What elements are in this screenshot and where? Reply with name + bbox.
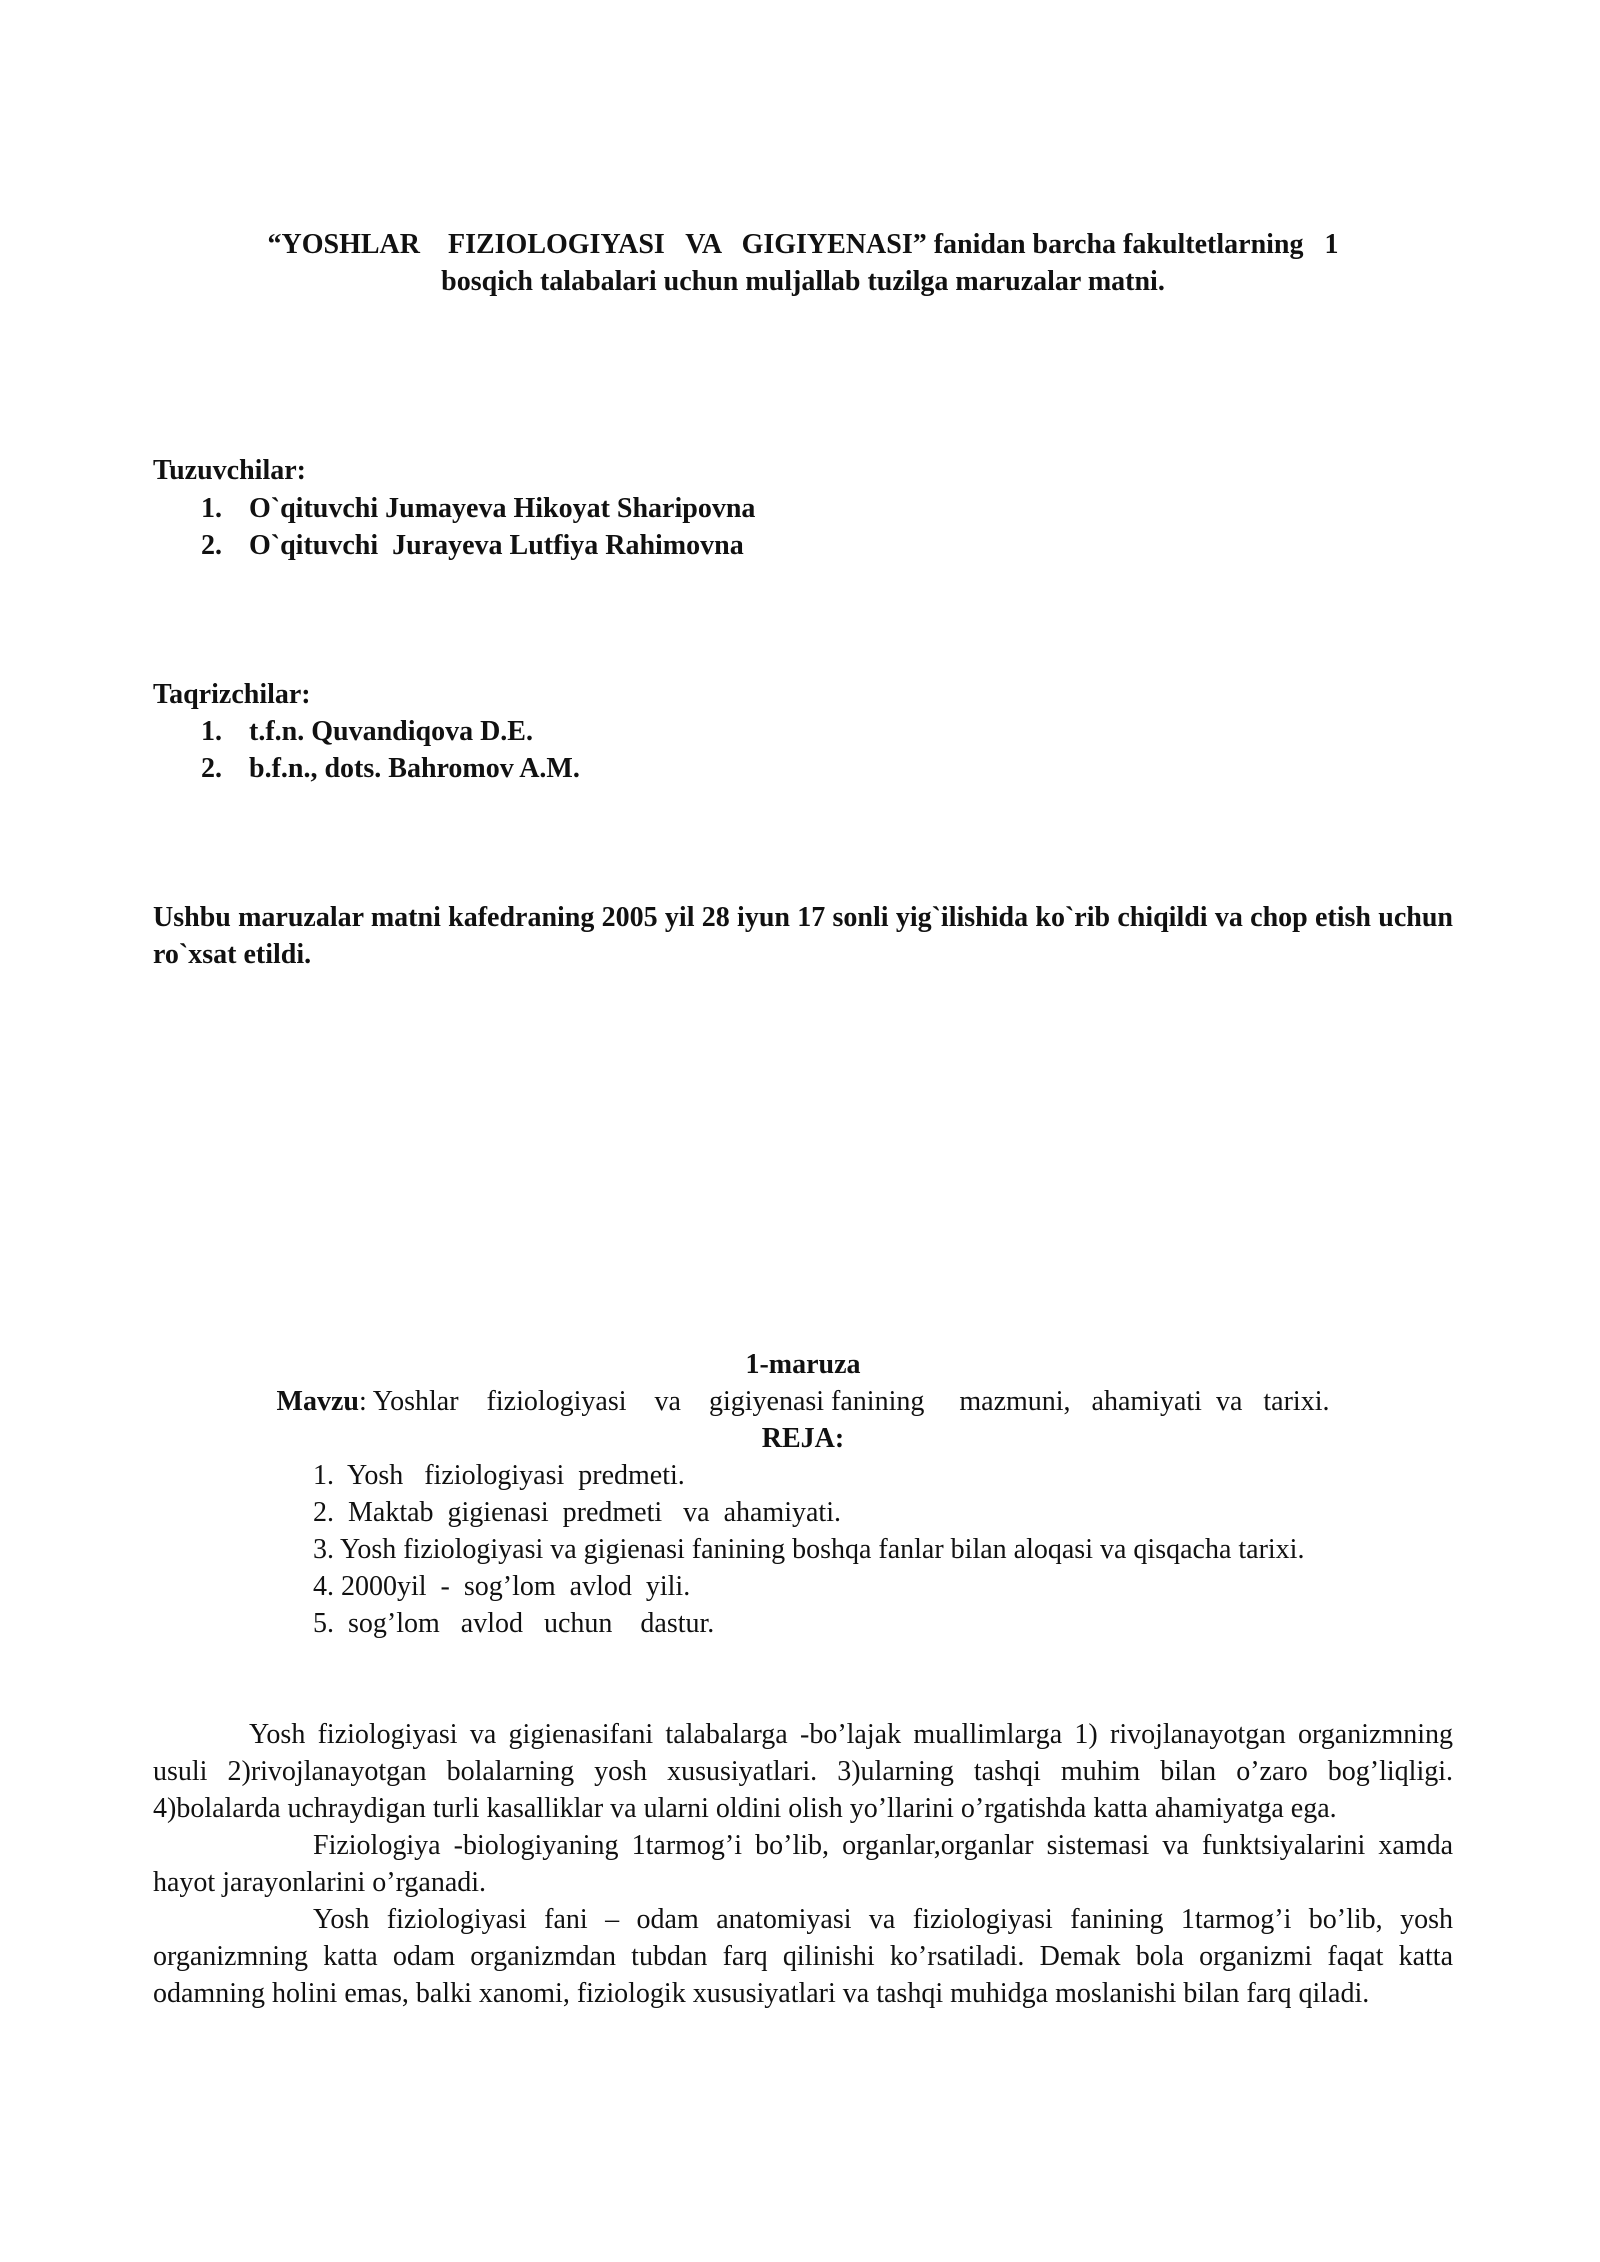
- document-title: [153, 226, 1453, 300]
- author-name: O`qituvchi Jumayeva Hikoyat Sharipovna: [249, 493, 756, 524]
- lecture-topic: [153, 1383, 1453, 1420]
- author-item: [201, 490, 755, 527]
- lecture-body: [153, 1716, 1453, 2012]
- author-name: O`qituvchi Jurayeva Lutfiya Rahimovna: [249, 530, 744, 561]
- list-number: 1.: [201, 493, 222, 524]
- reviewer-name: b.f.n., dots. Bahromov A.M.: [249, 753, 580, 784]
- plan-label: REJA:: [761, 1423, 845, 1454]
- plan-list: [153, 1457, 1453, 1642]
- list-number: 2.: [201, 753, 222, 784]
- document-page: [153, 0, 1453, 2262]
- title-line-2: bosqich talabalari uchun muljallab tuzilga maruzalar matni.: [441, 266, 1165, 297]
- plan-item: 3. Yosh fiziologiyasi va gigienasi fanining boshqa fanlar bilan aloqasi va qisqacha tarixi.: [313, 1534, 1305, 1565]
- body-paragraph: Yosh fiziologiyasi va gigienasifani talabalarga -bo’lajak muallimlarga 1) rivojlanayotgan organizmning usuli 2)rivojlanayotgan bolalarning yosh xususiyatlari. 3)ularning tashqi muhim bilan o’zaro bog’liqligi. 4)bolalarda uchraydigan turli kasalliklar va ularni oldini olish yo’llarini o’rgatishda katta ahamiyatga ega.: [153, 1719, 1453, 1824]
- reviewers-label: Taqrizchilar:: [153, 679, 311, 710]
- lecture-number: 1-maruza: [745, 1349, 861, 1380]
- list-number: 2.: [201, 530, 222, 561]
- author-item: [201, 527, 744, 564]
- plan-item: 2. Maktab gigienasi predmeti va ahamiyati.: [313, 1497, 841, 1528]
- reviewer-name: t.f.n. Quvandiqova D.E.: [249, 716, 533, 747]
- body-paragraph: Fiziologiya -biologiyaning 1tarmog’i bo’lib, organlar,organlar sistemasi va funktsiyalarini xamda hayot jarayonlarini o’rganadi.: [153, 1830, 1453, 1898]
- plan-item: 5. sog’lom avlod uchun dastur.: [313, 1608, 715, 1639]
- reviewer-item: [201, 713, 533, 750]
- plan-item: 1. Yosh fiziologiyasi predmeti.: [313, 1460, 685, 1491]
- reviewer-item: [201, 750, 580, 787]
- body-paragraph: Yosh fiziologiyasi fani – odam anatomiyasi va fiziologiyasi fanining 1tarmog’i bo’lib, yosh organizmning katta odam organizmdan tubdan farq qilinishi ko’rsatiladi. Demak bola organizmi faqat katta odamning holini emas, balki xanomi, fiziologik xususiyatlari va tashqi muhidga moslanishi bilan farq qiladi.: [153, 1904, 1453, 2009]
- title-line-1: “YOSHLAR FIZIOLOGIYASI VA GIGIYENASI” fanidan barcha fakultetlarning 1: [267, 229, 1339, 260]
- topic-label: Mavzu: [276, 1386, 359, 1417]
- topic-text: : Yoshlar fiziologiyasi va gigiyenasi fanining mazmuni, ahamiyati va tarixi.: [358, 1386, 1330, 1417]
- authors-label: Tuzuvchilar:: [153, 455, 306, 486]
- plan-item: 4. 2000yil - sog’lom avlod yili.: [313, 1571, 691, 1602]
- approval-statement: Ushbu maruzalar matni kafedraning 2005 yil 28 iyun 17 sonli yig`ilishida ko`rib chiqildi va chop etish uchun ro`xsat etildi.: [153, 902, 1453, 970]
- list-number: 1.: [201, 716, 222, 747]
